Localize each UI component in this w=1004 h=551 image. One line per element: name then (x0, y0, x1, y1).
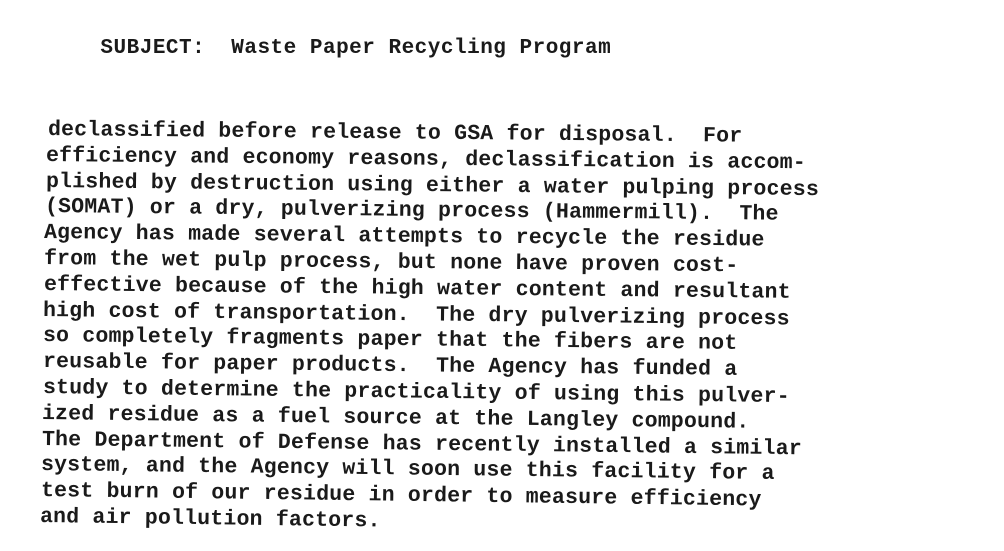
body-line: (SOMAT) or a dry, pulverizing process (Hammermill). The (44, 195, 779, 228)
body-line: plished by destruction using either a water pulping process (45, 169, 820, 202)
body-line: efficiency and economy reasons, declassification is accom- (45, 143, 807, 176)
body-line: from the wet pulp process, but none have proven cost- (43, 246, 739, 279)
body-line: study to determine the practicality of using this pulver- (42, 375, 790, 410)
body-line: system, and the Agency will soon use this facility for a (40, 453, 775, 487)
body-line: and air pollution factors. (39, 504, 381, 534)
body-line: reusable for paper products. The Agency has funded a (42, 350, 738, 383)
subject-title: Waste Paper Recycling Program (231, 37, 612, 60)
body-line: declassified before release to GSA for disposal. For (47, 118, 743, 149)
body-line: so completely fragments paper that the fibers are not (42, 324, 738, 357)
body-line: high cost of transportation. The dry pulverizing process (42, 298, 790, 332)
body-line: Agency has made several attempts to recycle the residue (43, 221, 765, 253)
body-line: test burn of our residue in order to measure efficiency (40, 479, 762, 513)
body-line: ized residue as a fuel source at the Langley compound. (41, 401, 750, 435)
subject-line (48, 14, 611, 83)
body-line: The Department of Defense has recently installed a similar (41, 427, 803, 461)
body-line: effective because of the high water content and resultant (43, 272, 791, 305)
subject-label: SUBJECT: (100, 37, 206, 60)
body-paragraph (39, 118, 980, 534)
